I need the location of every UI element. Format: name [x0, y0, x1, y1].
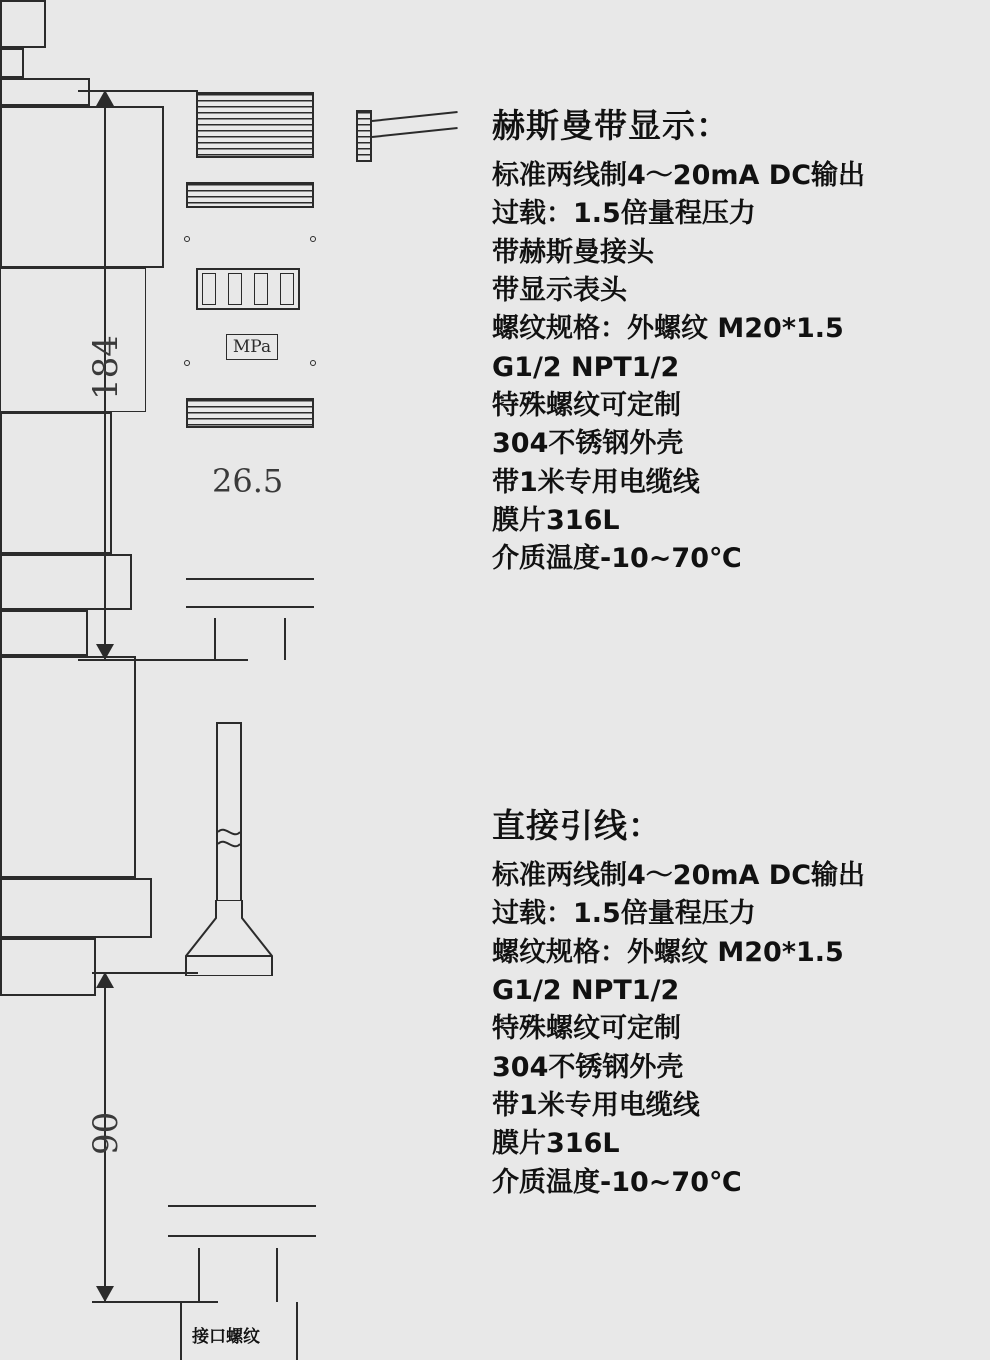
- spec-line: G1/2 NPT1/2: [492, 351, 680, 383]
- spec-line: 过载：1.5倍量程压力: [492, 898, 756, 930]
- readout-digit: [202, 273, 216, 305]
- strain-relief-cone: [176, 900, 282, 976]
- spec-line: 304不锈钢外壳: [492, 428, 684, 460]
- spec-line: 带1米专用电缆线: [492, 1089, 700, 1121]
- dimension-label-184: 184: [86, 335, 126, 400]
- spec-line: 过载：1.5倍量程压力: [492, 198, 756, 230]
- hirschmann-plug-cap: [0, 0, 46, 48]
- dimension-arrow-bottom-184: [96, 644, 114, 660]
- housing-screw-top-left-icon: [184, 236, 190, 242]
- spec-line: 螺纹规格：外螺纹 M20*1.5: [492, 936, 844, 968]
- bottom-label-thread: 接口螺纹: [192, 1327, 260, 1347]
- dimension-extension-top-184: [78, 90, 198, 92]
- lead-process-thread-line-2: [276, 1248, 278, 1302]
- unit-label-mpa: MPa: [226, 334, 278, 360]
- spec-line: G1/2 NPT1/2: [492, 974, 680, 1006]
- cable-break-symbol-icon: [218, 820, 240, 854]
- sensor-body-cylinder: [0, 412, 112, 554]
- spec-title: 直接引线：: [492, 806, 662, 845]
- lead-sensor-body-cylinder: [0, 656, 136, 878]
- spec-title: 赫斯曼带显示：: [492, 106, 730, 145]
- lead-cable-left-edge: [216, 722, 218, 902]
- dimension-arrow-top-90: [96, 972, 114, 988]
- housing-screw-top-right-icon: [310, 236, 316, 242]
- spec-line: 带1米专用电缆线: [492, 466, 700, 498]
- bottom-label-leader-right: [296, 1302, 298, 1360]
- hex-nut: [0, 554, 132, 610]
- spec-line: 带赫斯曼接头: [492, 236, 654, 268]
- spec-line: 特殊螺纹可定制: [492, 1013, 681, 1045]
- bottom-label-leader-left: [180, 1302, 182, 1360]
- spec-line: 介质温度-10~70℃: [492, 1166, 742, 1198]
- dimension-extension-top-90: [92, 972, 198, 974]
- hirschmann-cable-upper: [372, 111, 458, 122]
- process-connection-thread: [0, 610, 88, 656]
- dimension-label-26-5: 26.5: [212, 462, 284, 500]
- spec-line: 标准两线制4～20mA DC输出: [492, 860, 866, 891]
- spec-block-hirschmann: [492, 100, 865, 579]
- lower-threaded-ring: [186, 398, 314, 428]
- readout-digit: [280, 273, 294, 305]
- lead-hex-nut-chamfer-left: [168, 1205, 316, 1207]
- housing-screw-bottom-right-icon: [310, 360, 316, 366]
- upper-threaded-ring: [186, 182, 314, 208]
- hirschmann-plug-neck: [0, 78, 90, 106]
- spec-block-direct-lead: [492, 800, 865, 1202]
- display-housing: [0, 106, 164, 268]
- lead-hex-nut-chamfer-right: [168, 1235, 316, 1237]
- spec-line: 螺纹规格：外螺纹 M20*1.5: [492, 313, 844, 345]
- spec-line: 膜片316L: [492, 504, 620, 536]
- dimension-label-90: 90: [86, 1111, 126, 1155]
- hirschmann-connector-collar: [356, 110, 372, 162]
- dimension-arrow-top-184: [96, 90, 114, 106]
- readout-digit: [254, 273, 268, 305]
- spec-line: 带显示表头: [492, 274, 627, 306]
- dimension-arrow-bottom-90: [96, 1286, 114, 1302]
- process-thread-line-2: [284, 618, 286, 660]
- spec-line: 标准两线制4～20mA DC输出: [492, 160, 866, 191]
- hex-nut-chamfer-right: [186, 606, 314, 608]
- lead-cable-top-cap: [216, 722, 242, 724]
- housing-screw-bottom-left-icon: [184, 360, 190, 366]
- lead-cable-right-edge: [240, 722, 242, 902]
- figure-direct-lead-wire: [0, 656, 990, 1347]
- readout-digit: [228, 273, 242, 305]
- hex-nut-chamfer-left: [186, 578, 314, 580]
- figure-hirschmann-with-display: [0, 0, 990, 656]
- dimension-extension-bottom-184: [78, 659, 248, 661]
- process-thread-line-1: [214, 618, 216, 660]
- spec-line: 特殊螺纹可定制: [492, 389, 681, 421]
- hirschmann-plug-body: [196, 92, 314, 158]
- lead-hex-nut: [0, 878, 152, 938]
- digital-readout: [196, 268, 300, 310]
- spec-line: 介质温度-10~70℃: [492, 543, 742, 575]
- spec-line: 304不锈钢外壳: [492, 1051, 684, 1083]
- lead-process-connection-thread: [0, 938, 96, 996]
- hirschmann-cable-lower: [372, 127, 458, 138]
- spec-line: 膜片316L: [492, 1128, 620, 1160]
- hirschmann-cable-gland: [0, 48, 24, 78]
- lead-process-thread-line-1: [198, 1248, 200, 1302]
